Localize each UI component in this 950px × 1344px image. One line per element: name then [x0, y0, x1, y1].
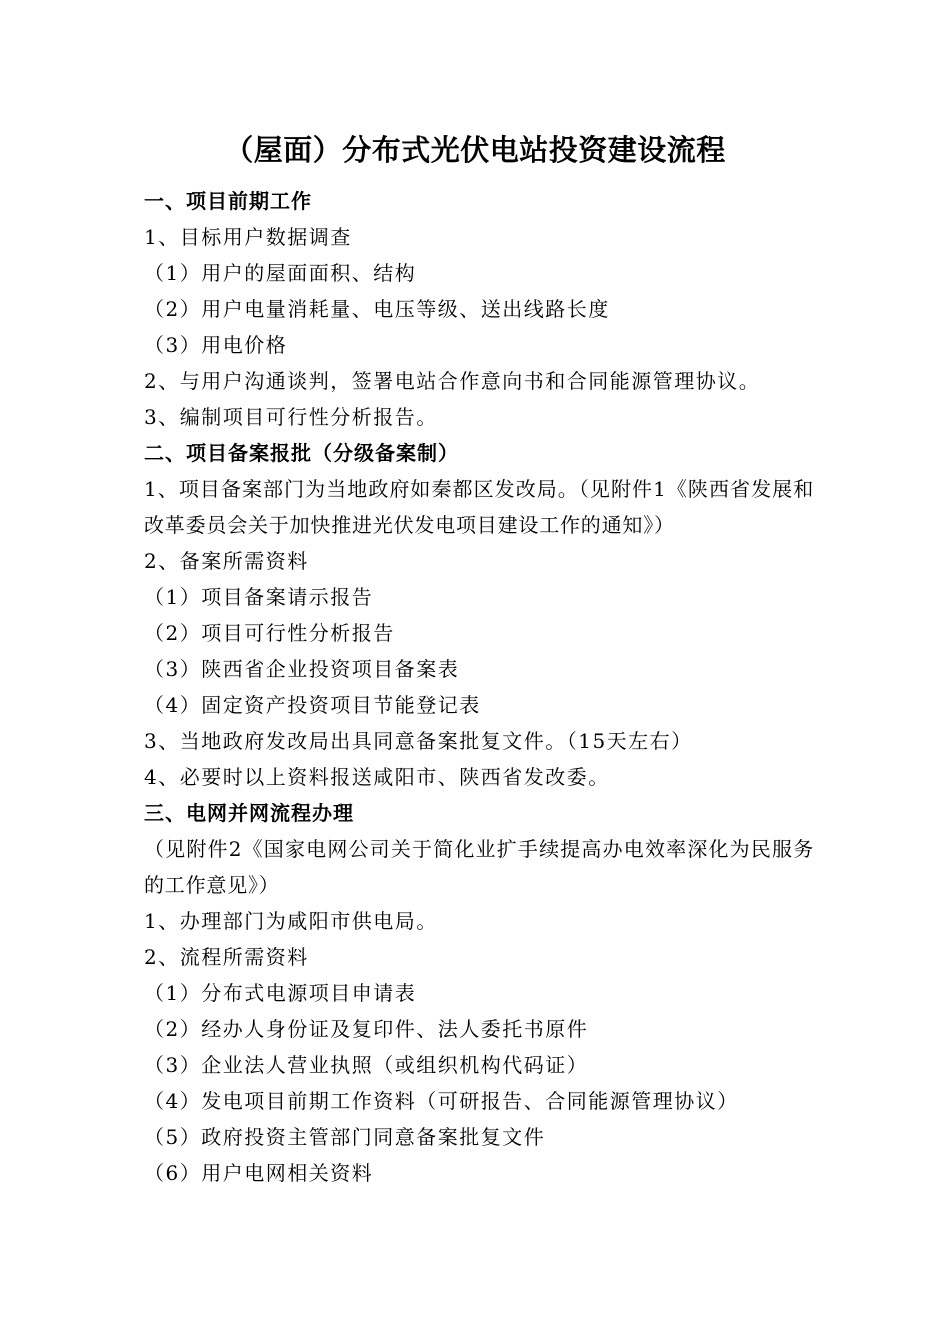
paragraph-line: 1、目标用户数据调查: [144, 225, 352, 249]
paragraph-line: 3、当地政府发改局出具同意备案批复文件。（15天左右）: [144, 729, 693, 753]
paragraph-line: 2、流程所需资料: [144, 945, 309, 969]
paragraph-line: （6）用户电网相关资料: [144, 1161, 374, 1185]
paragraph-line: （1）用户的屋面面积、结构: [144, 261, 417, 285]
section-heading-2: 二、项目备案报批（分级备案制）: [144, 441, 459, 465]
section-heading-3: 三、电网并网流程办理: [144, 801, 354, 825]
paragraph-line: （3）用电价格: [144, 333, 288, 357]
paragraph-line: 2、与用户沟通谈判，签署电站合作意向书和合同能源管理协议。: [144, 369, 761, 393]
paragraph-line: 2、备案所需资料: [144, 549, 309, 573]
document-body: [144, 183, 814, 1191]
section-heading-1: 一、项目前期工作: [144, 189, 312, 213]
paragraph-wrapped: （见附件2《国家电网公司关于简化业扩手续提高办电效率深化为民服务的工作意见》）: [144, 837, 814, 897]
paragraph-line: （3）陕西省企业投资项目备案表: [144, 657, 460, 681]
paragraph-line: （1）项目备案请示报告: [144, 585, 374, 609]
paragraph-line: （5）政府投资主管部门同意备案批复文件: [144, 1125, 546, 1149]
paragraph-line: （3）企业法人营业执照（或组织机构代码证）: [144, 1053, 589, 1077]
paragraph-line: （4）固定资产投资项目节能登记表: [144, 693, 481, 717]
paragraph-line: （1）分布式电源项目申请表: [144, 981, 417, 1005]
paragraph-line: （2）用户电量消耗量、电压等级、送出线路长度: [144, 297, 610, 321]
paragraph-line: 3、编制项目可行性分析报告。: [144, 405, 438, 429]
paragraph-line: （4）发电项目前期工作资料（可研报告、合同能源管理协议）: [144, 1089, 739, 1113]
paragraph-line: （2）项目可行性分析报告: [144, 621, 395, 645]
document-title: （屋面）分布式光伏电站投资建设流程: [224, 133, 726, 167]
paragraph-line: 1、办理部门为咸阳市供电局。: [144, 909, 438, 933]
paragraph-line: 4、必要时以上资料报送咸阳市、陕西省发改委。: [144, 765, 610, 789]
paragraph-wrapped: 1、项目备案部门为当地政府如秦都区发改局。（见附件1《陕西省发展和改革委员会关于加快推进光伏发电项目建设工作的通知》）: [144, 477, 814, 537]
paragraph-line: （2）经办人身份证及复印件、法人委托书原件: [144, 1017, 589, 1041]
